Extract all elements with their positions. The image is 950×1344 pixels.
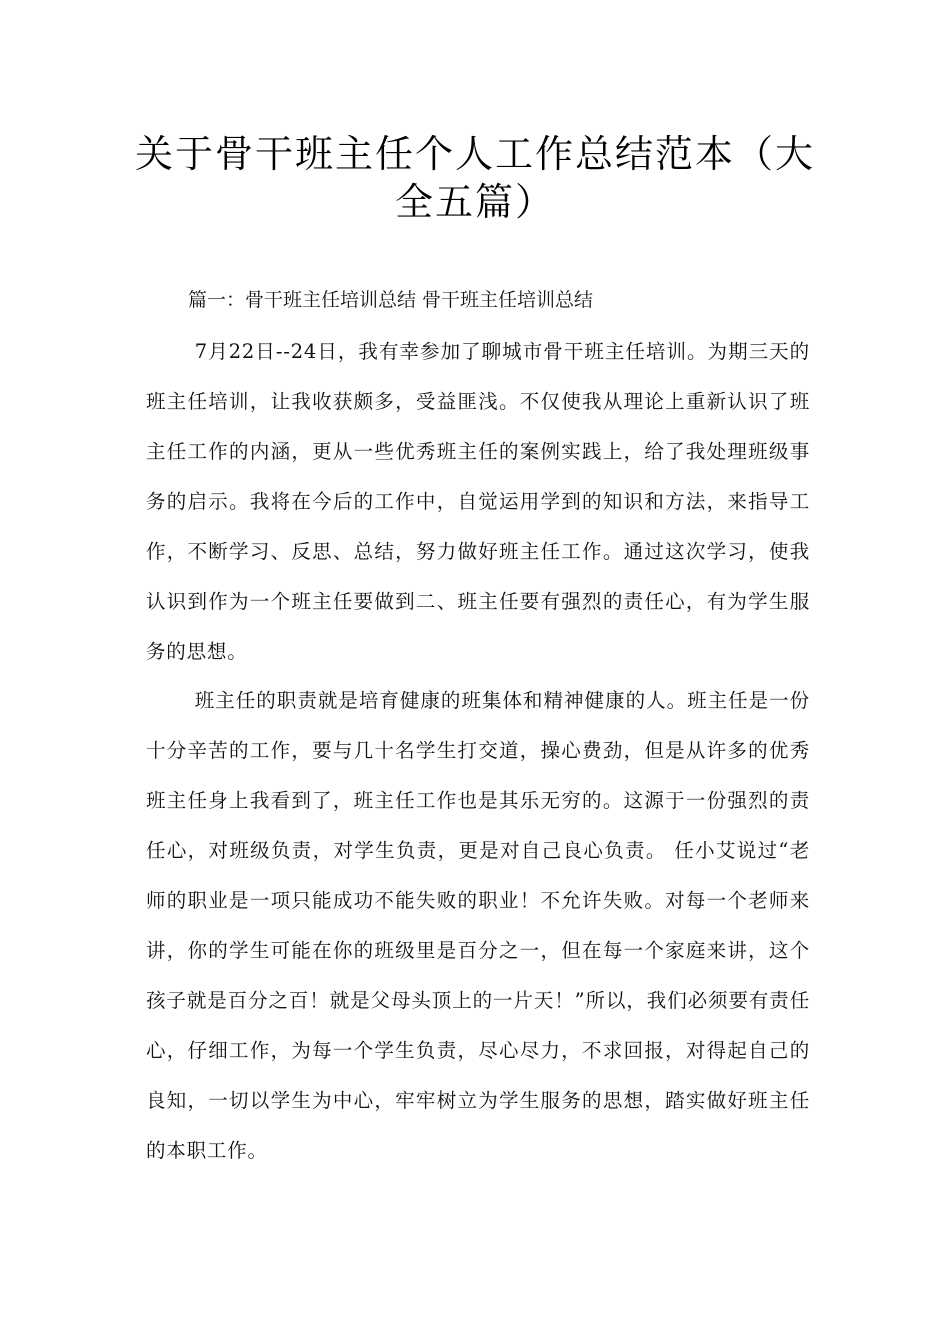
- paragraph-2: 班主任的职责就是培育健康的班集体和精神健康的人。班主任是一份十分辛苦的工作，要与几十名学生打交道，操心费劲，但是从许多的优秀班主任身上我看到了，班主任工作也是其乐无穷的。这源于一份强烈的责任心，对班级负责，对学生负责，更是对自己良心负责。 任小艾说过“老师的职业是一项只能成功不能失败的职业！不允许失败。对每一个老师来讲，你的学生可能在你的班级里是百分之一，但在每一个家庭来讲，这个孩子就是百分之百！就是父母头顶上的一片天！”所以，我们必须要有责任心，仔细工作，为每一个学生负责，尽心尽力，不求回报，对得起自己的良知，一切以学生为中心，牢牢树立为学生服务的思想，踏实做好班主任的本职工作。: [146, 689, 810, 1162]
- document-title: 关于骨干班主任个人工作总结范本（大全五篇）: [134, 132, 815, 224]
- section-heading: 篇一：骨干班主任培训总结 骨干班主任培训总结: [188, 289, 594, 311]
- paragraph-1: 7月22日--24日，我有幸参加了聊城市骨干班主任培训。为期三天的班主任培训，让我收获颇多，受益匪浅。不仅使我从理论上重新认识了班主任工作的内涵，更从一些优秀班主任的案例实践上，给了我处理班级事务的启示。我将在今后的工作中，自觉运用学到的知识和方法，来指导工作，不断学习、反思、总结，努力做好班主任工作。通过这次学习，使我认识到作为一个班主任要做到二、班主任要有强烈的责任心，有为学生服务的思想。: [146, 340, 810, 663]
